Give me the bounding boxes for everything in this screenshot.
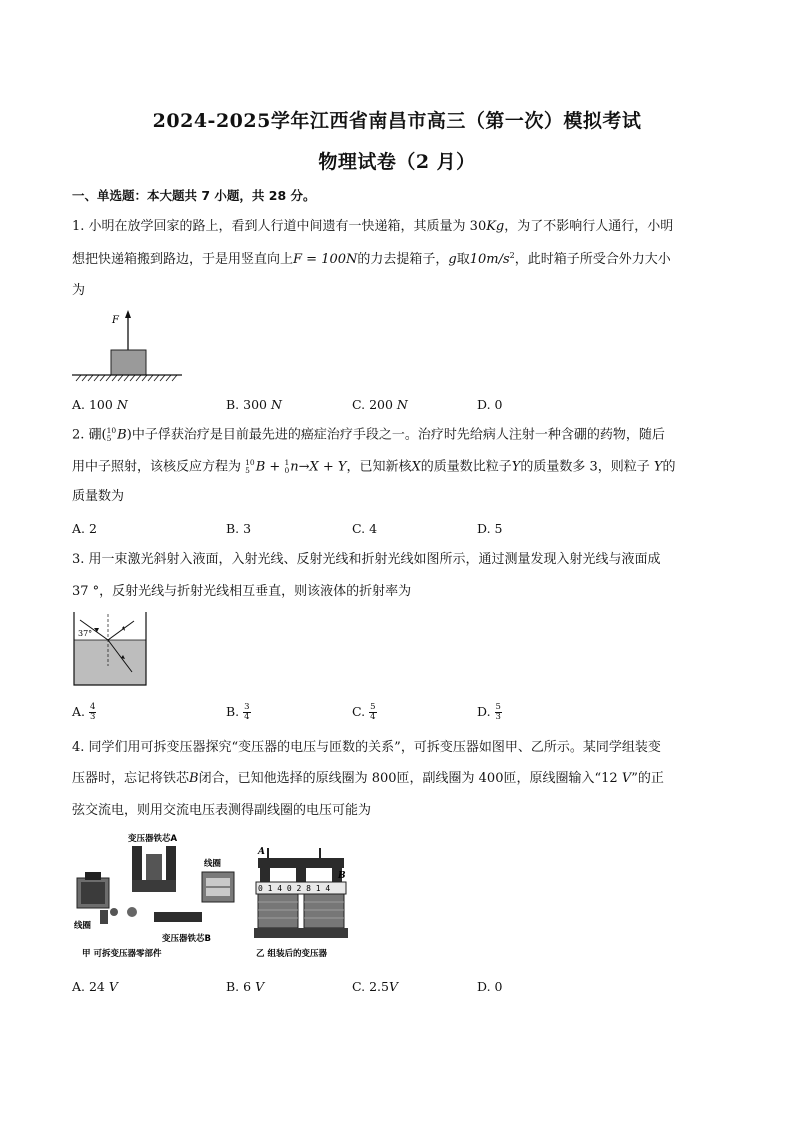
q4-option-d[interactable]: D. 0 bbox=[477, 979, 503, 994]
svg-text:变压器铁芯B: 变压器铁芯B bbox=[162, 934, 211, 944]
q2-line3: 质量数为 bbox=[72, 489, 125, 504]
q3-option-c[interactable]: C. $\frac{5}{4}$ bbox=[352, 702, 376, 722]
q2-option-d[interactable]: D. 5 bbox=[477, 521, 503, 536]
svg-text:乙 组装后的变压器: 乙 组装后的变压器 bbox=[256, 949, 327, 959]
svg-text:变压器铁芯A: 变压器铁芯A bbox=[128, 834, 178, 844]
q4-figure-transformer bbox=[72, 828, 362, 963]
svg-text:A: A bbox=[258, 847, 265, 857]
q1-option-c[interactable]: C. 200 N bbox=[352, 397, 408, 412]
svg-text:线圈: 线圈 bbox=[74, 921, 92, 931]
q1-option-d[interactable]: D. 0 bbox=[477, 397, 503, 412]
svg-text:37°: 37° bbox=[78, 629, 93, 638]
q2-option-a[interactable]: A. 2 bbox=[72, 521, 97, 536]
q4-line1: 4. 同学们用可拆变压器探究“变压器的电压与匝数的关系”，可拆变压器如图甲、乙所示。某同学组装变 bbox=[72, 740, 661, 755]
q4-line2: 压器时，忘记将铁芯B闭合，已知他选择的原线圈为 800匝，副线圈为 400匝，原线圈输入“12 V”的正 bbox=[72, 771, 664, 786]
q2-line1: 2. 硼( 10 5 B)中子俘获治疗是目前最先进的癌症治疗手段之一。治疗时先给病人注射一种含硼的药物，随后 bbox=[72, 426, 665, 443]
q3-line2: 37 °，反射光线与折射光线相互垂直，则该液体的折射率为 bbox=[72, 584, 412, 599]
svg-text:0 1 4 0 2 8 1 4: 0 1 4 0 2 8 1 4 bbox=[258, 884, 331, 893]
q4-option-a[interactable]: A. 24 V bbox=[72, 979, 118, 994]
q3-option-d[interactable]: D. $\frac{5}{3}$ bbox=[477, 702, 501, 722]
q3-option-b[interactable]: B. $\frac{3}{4}$ bbox=[226, 702, 250, 722]
page-subtitle: 物理试卷（2 月） bbox=[318, 151, 476, 173]
svg-text:F: F bbox=[112, 315, 119, 326]
q2-option-c[interactable]: C. 4 bbox=[352, 521, 378, 536]
svg-text:线圈: 线圈 bbox=[204, 859, 222, 869]
q4-line3: 弦交流电，则用交流电压表测得副线圈的电压可能为 bbox=[72, 803, 372, 818]
page-title: 2024-2025学年江西省南昌市高三（第一次）模拟考试 bbox=[152, 110, 642, 132]
section-heading: 一、单选题：本大题共 7 小题，共 28 分。 bbox=[72, 188, 316, 203]
q1-line2: 想把快递箱搬到路边，于是用竖直向上F = 100N的力去提箱子，g取$10m/s^2$，此时箱子所受合外力大小 bbox=[72, 251, 671, 267]
q1-figure-box-force bbox=[72, 308, 182, 382]
q2-option-b[interactable]: B. 3 bbox=[226, 521, 252, 536]
q1-line1: 1. 小明在放学回家的路上，看到人行道中间遗有一快递箱，其质量为 30Kg，为了不影响行人通行，小明 bbox=[72, 219, 674, 234]
svg-text:B: B bbox=[338, 871, 346, 881]
q3-figure-refraction bbox=[72, 610, 150, 688]
q2-line2: 用中子照射，该核反应方程为 10 5 B + 1 0 n→X + Y，已知新核X的质量数比粒子Y的质量数多 3，则粒子 Y的 bbox=[72, 458, 676, 475]
svg-text:甲 可拆变压器零部件: 甲 可拆变压器零部件 bbox=[82, 949, 162, 959]
q3-option-a[interactable]: A. $\frac{4}{3}$ bbox=[72, 702, 96, 722]
q1-option-b[interactable]: B. 300 N bbox=[226, 397, 282, 412]
q4-option-b[interactable]: B. 6 V bbox=[226, 979, 265, 994]
q3-line1: 3. 用一束激光斜射入液面，入射光线、反射光线和折射光线如图所示，通过测量发现入射光线与液面成 bbox=[72, 552, 661, 567]
q1-option-a[interactable]: A. 100 N bbox=[72, 397, 128, 412]
q1-line3: 为 bbox=[72, 283, 86, 298]
q4-option-c[interactable]: C. 2.5V bbox=[352, 979, 398, 994]
